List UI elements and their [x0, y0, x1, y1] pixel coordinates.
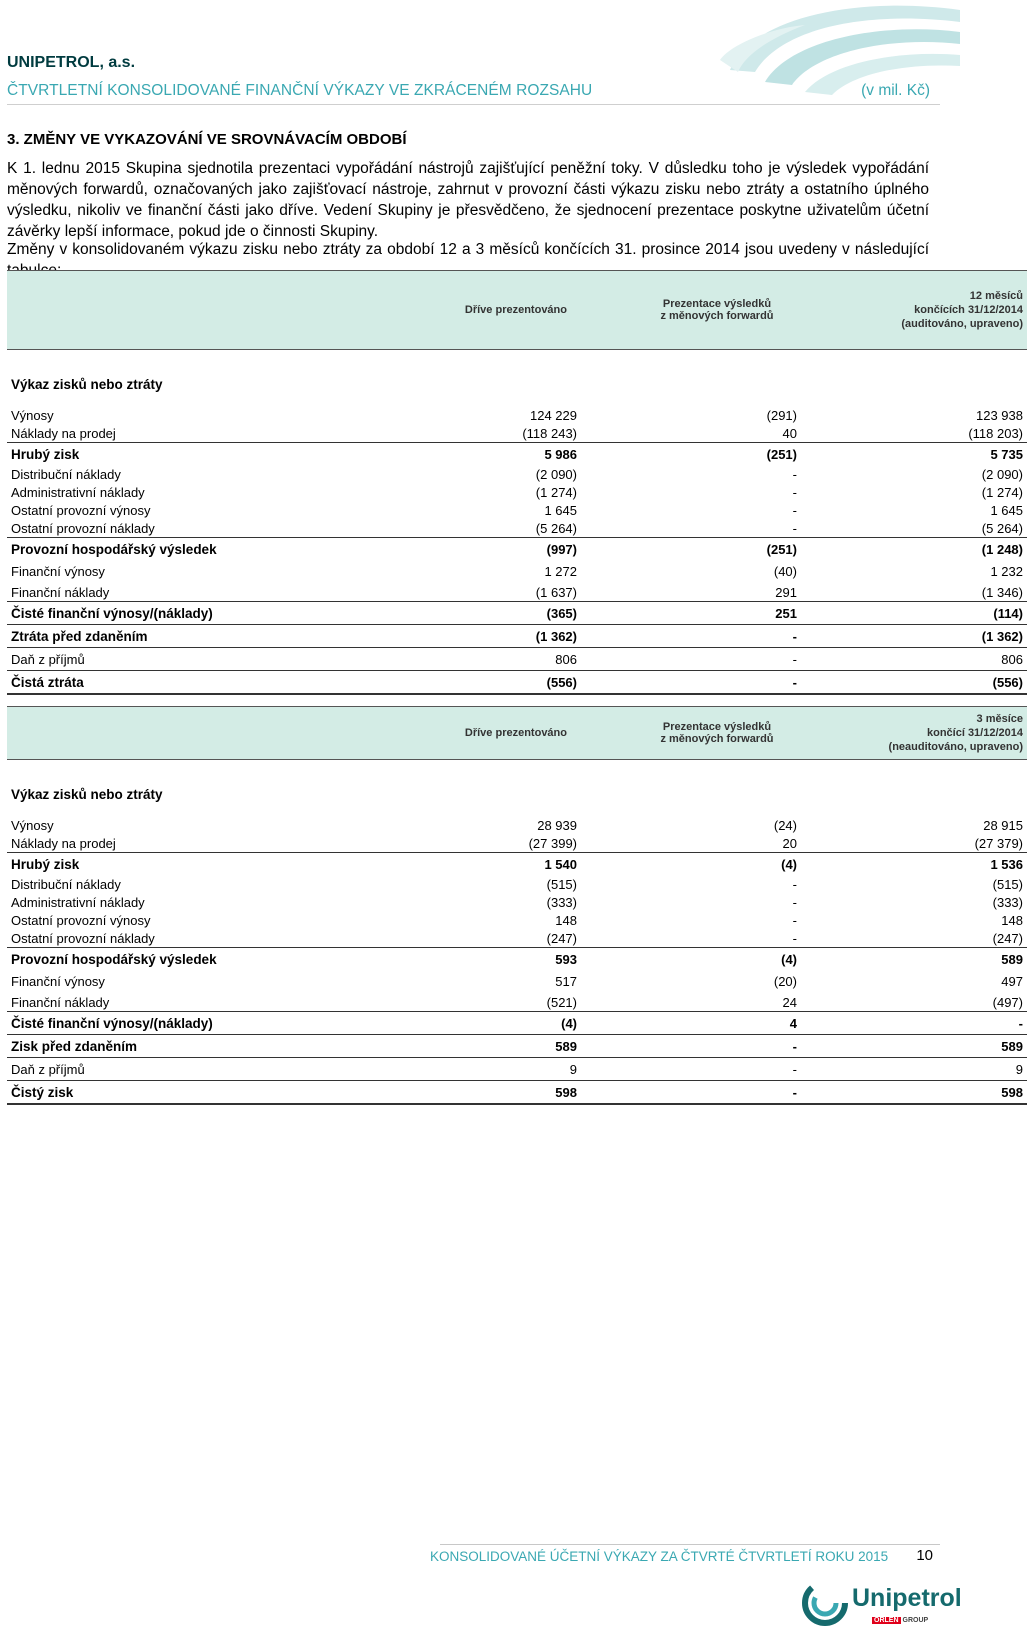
col-previously-presented: Dříve prezentováno [435, 707, 581, 760]
table-row: Finanční výnosy 1 272 (40) 1 232 [11, 564, 1023, 579]
page-number: 10 [916, 1547, 933, 1564]
table-header-row [7, 271, 1027, 350]
table-intro-paragraph: Změny v konsolidovaném výkazu zisku nebo ztráty za období 12 a 3 měsíců končících 31. prosince 2014 jsou uvedeny v následující [7, 241, 929, 258]
section-title: 3. ZMĚNY VE VYKAZOVÁNÍ VE SROVNÁVACÍM OBDOBÍ [7, 131, 407, 148]
col-adjusted-12m: 12 měsíců končících 31/12/2014 (auditováno, upraveno) [801, 271, 1027, 350]
report-subtitle: ČTVRTLETNÍ KONSOLIDOVANÉ FINANČNÍ VÝKAZY VE ZKRÁCENÉM ROZSAHU [7, 82, 593, 99]
income-statement-table-12m [7, 270, 1027, 695]
table-row: Náklady na prodej (27 399) 20 (27 379) [11, 835, 1023, 851]
col-forward-presentation: Prezentace výsledků z měnových forwardů [581, 707, 801, 760]
orlen-group-badge: ORLEN GROUP [874, 1617, 929, 1624]
col-previously-presented: Dříve prezentováno [435, 271, 581, 350]
table-row: Provozní hospodářský výsledek (997) (251) (1 248) [7, 538, 1027, 561]
table-row: Náklady na prodej (118 243) 40 (118 203) [11, 425, 1023, 441]
table-row: Čisté finanční výnosy/(náklady) (365) 251 (114) [7, 602, 1027, 625]
table-header-row [7, 707, 1027, 760]
table-row: Ztráta před zdaněním (1 362) - (1 362) [7, 625, 1027, 648]
table-row: Daň z příjmů 9 - 9 [7, 1058, 1027, 1081]
units-label: (v mil. Kč) [861, 82, 930, 99]
table-row: Zisk před zdaněním 589 - 589 [7, 1035, 1027, 1058]
table-row: Hrubý zisk 5 986 (251) 5 735 [7, 443, 1027, 466]
table-row: Ostatní provozní náklady (5 264) - (5 264) [11, 520, 1023, 536]
footer-divider [440, 1544, 940, 1545]
table-row: Provozní hospodářský výsledek 593 (4) 589 [7, 948, 1027, 971]
table-row: Čisté finanční výnosy/(náklady) (4) 4 - [7, 1012, 1027, 1035]
footer-text: KONSOLIDOVANÉ ÚČETNÍ VÝKAZY ZA ČTVRTÉ ČTVRTLETÍ ROKU 2015 [430, 1549, 889, 1564]
col-adjusted-3m: 3 měsíce končící 31/12/2014 (neauditováno, upraveno) [801, 707, 1027, 760]
table-row: Administrativní náklady (333) - (333) [11, 894, 1023, 910]
table-row: Výnosy 124 229 (291) 123 938 [11, 407, 1023, 423]
table-row: Finanční náklady (1 637) 291 (1 346) [11, 584, 1023, 600]
table-row: Distribuční náklady (2 090) - (2 090) [11, 466, 1023, 482]
intro-paragraph: K 1. lednu 2015 Skupina sjednotila prezentaci vypořádání nástrojů zajišťující peněžní toky. V důsledku toho je výsledek vypořádání měnových forwardů, označovaných jako zajišťovací nástroje, zahrnut v provozní části výkazu zisku nebo ztráty a ostatního úplného výsledku, nikoliv ve finanční části jako dříve. Vedení Skupiny je přesvědčeno, že sjednocení prezentace poskytne uživatelům účetní závěrky lepší informace, pokud jde o činnosti Skupiny. [7, 160, 929, 240]
table-row: Hrubý zisk 1 540 (4) 1 536 [7, 853, 1027, 876]
company-name: UNIPETROL, a.s. [7, 54, 136, 71]
unipetrol-emblem-icon [802, 1580, 848, 1626]
table-row: Finanční náklady (521) 24 (497) [11, 994, 1023, 1010]
table-row: Výnosy 28 939 (24) 28 915 [11, 817, 1023, 833]
table-row: Ostatní provozní výnosy 1 645 - 1 645 [11, 502, 1023, 518]
income-statement-table-3m [7, 706, 1027, 1105]
table-row: Administrativní náklady (1 274) - (1 274) [11, 484, 1023, 500]
table-row: Ostatní provozní náklady (247) - (247) [11, 930, 1023, 946]
table-row: Čistá ztráta (556) - (556) [7, 671, 1027, 695]
table-title-row: Výkaz zisků nebo ztráty [11, 787, 163, 802]
col-forward-presentation: Prezentace výsledků z měnových forwardů [581, 271, 801, 350]
table-row: Ostatní provozní výnosy 148 - 148 [11, 912, 1023, 928]
table-title-row: Výkaz zisků nebo ztráty [11, 377, 163, 392]
table-row: Finanční výnosy 517 (20) 497 [11, 974, 1023, 989]
table-row: Daň z příjmů 806 - 806 [7, 648, 1027, 671]
table-row: Distribuční náklady (515) - (515) [11, 876, 1023, 892]
brand-name: Unipetrol [852, 1584, 962, 1612]
table-row: Čistý zisk 598 - 598 [7, 1081, 1027, 1105]
unipetrol-logo [802, 1580, 962, 1628]
header-divider [7, 104, 940, 105]
